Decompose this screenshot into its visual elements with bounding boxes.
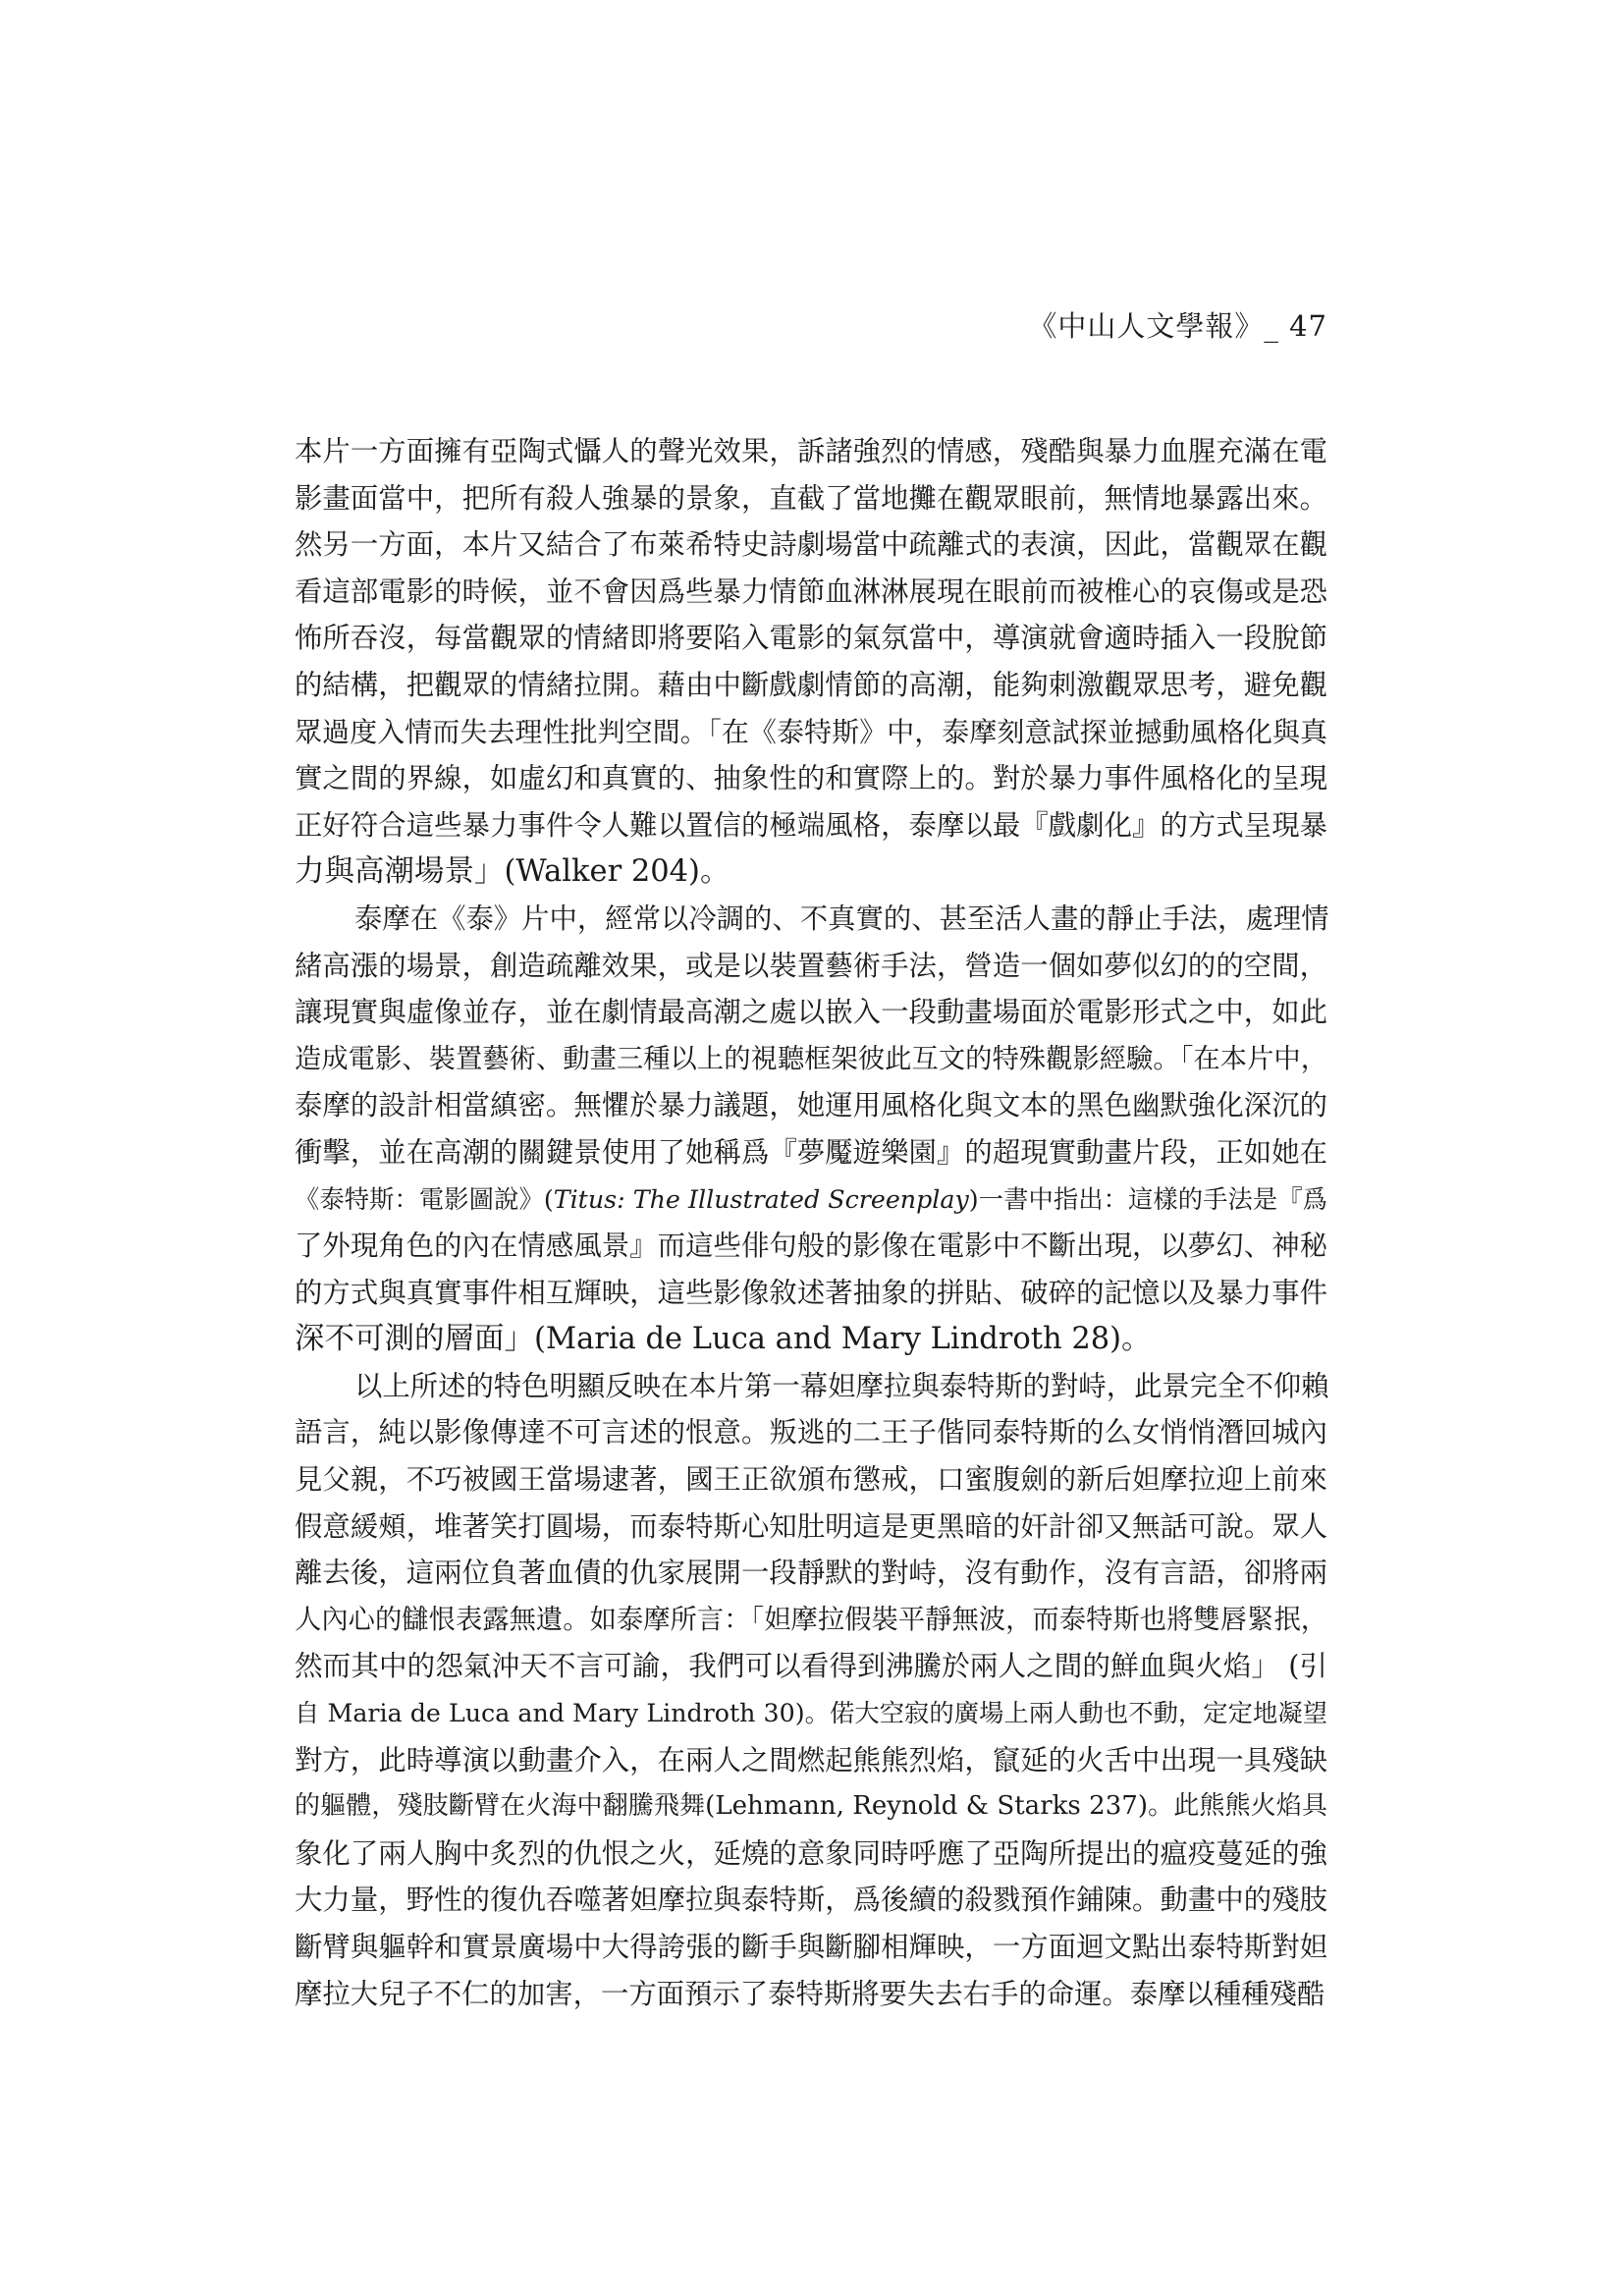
text-line: 力與高潮場景」(Walker 204)。 [295,854,730,890]
text-line: 看這部電影的時候，並不會因爲些暴力情節血淋淋展現在眼前而被椎心的哀傷或是恐 [295,574,1327,608]
text-line: 假意緩頰，堆著笑打圓場，而泰特斯心知肚明這是更黑暗的奸計卻又無話可說。眾人 [295,1509,1327,1543]
text-line: 然另一方面，本片又結合了布萊希特史詩劇場當中疏離式的表演，因此，當觀眾在觀 [295,528,1327,562]
text-line: 眾過度入情而失去理性批判空間。「在《泰特斯》中，泰摩刻意試探並撼動風格化與真 [295,715,1327,748]
text-line: 緒高漲的場景，創造疏離效果，或是以裝置藝術手法，營造一個如夢似幻的的空間， [295,949,1327,982]
text-line: 本片一方面擁有亞陶式懾人的聲光效果，訴諸強烈的情感，殘酷與暴力血腥充滿在電 [295,435,1327,467]
paragraph-2 [295,896,1327,1363]
text-line: 斷臂與軀幹和實景廣場中大得誇張的斷手與斷腳相輝映，一方面迴文點出泰特斯對妲 [295,1931,1327,1963]
text-line: 大力量，野性的復仇吞噬著妲摩拉與泰特斯，爲後續的殺戮預作鋪陳。動畫中的殘肢 [295,1884,1327,1917]
article-body [295,428,1327,2017]
text-line: 以上所述的特色明顯反映在本片第一幕妲摩拉與泰特斯的對峙，此景完全不仰賴 [354,1369,1329,1402]
text-line: 對方，此時導演以動畫介入，在兩人之間燃起熊熊烈焰，竄延的火舌中出現一具殘缺 [295,1743,1327,1777]
text-line: 泰摩的設計相當縝密。無懼於暴力議題，她運用風格化與文本的黑色幽默強化深沉的 [295,1089,1327,1122]
text-line: 自 Maria de Luca and Mary Lindroth 30)。偌大空寂的廣場上兩人動也不動，定定地凝望 [295,1699,1327,1728]
text-line: 的結構，把觀眾的情緒拉開。藉由中斷戲劇情節的高潮，能夠刺激觀眾思考，避免觀 [295,668,1327,701]
running-header: 《中山人文學報》_ 47 [1028,309,1327,343]
text-line: 見父親，不巧被國王當場逮著，國王正欲頒布懲戒，口蜜腹劍的新后妲摩拉迎上前來 [295,1463,1327,1497]
text-line: 了外現角色的內在情感風景』而這些俳句般的影像在電影中不斷出現，以夢幻、神秘 [295,1230,1327,1263]
text-line: 衝擊，並在高潮的關鍵景使用了她稱爲『夢魘遊樂園』的超現實動畫片段，正如她在 [295,1135,1327,1169]
text-line: 摩拉大兒子不仁的加害，一方面預示了泰特斯將要失去右手的命運。泰摩以種種殘酷 [295,1977,1325,2010]
text-line: 正好符合這些暴力事件令人難以置信的極端風格，泰摩以最『戲劇化』的方式呈現暴 [295,808,1327,842]
text-line: 象化了兩人胸中炙烈的仇恨之火，延燒的意象同時呼應了亞陶所提出的瘟疫蔓延的強 [295,1836,1327,1870]
text-line: 人內心的讎恨表露無遺。如泰摩所言：「妲摩拉假裝平靜無波，而泰特斯也將雙唇緊抿， [295,1604,1327,1635]
text-line: 讓現實與虛像並存，並在劇情最高潮之處以嵌入一段動畫場面於電影形式之中，如此 [295,996,1327,1029]
text-line: 的方式與真實事件相互輝映，這些影像敘述著抽象的拼貼、破碎的記憶以及暴力事件 [295,1276,1327,1309]
book-title-italic: Titus: The Illustrated Screenplay [553,1184,969,1214]
text-line: 離去後，這兩位負著血債的仇家展開一段靜默的對峙，沒有動作，沒有言語，卻將兩 [295,1557,1327,1590]
text-line: 《泰特斯：電影圖說》(Titus: The Illustrated Screenplay)一書中指出：這樣的手法是『爲 [295,1184,1327,1214]
text-line: 實之間的界線，如虛幻和真實的、抽象性的和實際上的。對於暴力事件風格化的呈現 [295,762,1327,795]
text-line: 怖所吞沒，每當觀眾的情緒即將要陷入電影的氣氛當中，導演就會適時插入一段脫節 [295,622,1327,655]
text-line: 的軀體，殘肢斷臂在火海中翻騰飛舞(Lehmann, Reynold & Starks 237)。此熊熊火焰具 [295,1791,1327,1822]
paragraph-3 [295,1363,1327,2017]
text-line: 影畫面當中，把所有殺人強暴的景象，直截了當地攤在觀眾眼前，無情地暴露出來。 [295,481,1327,515]
text-line: 泰摩在《泰》片中，經常以冷調的、不真實的、甚至活人畫的靜止手法，處理情 [354,902,1329,935]
text-line: 語言，純以影像傳達不可言述的恨意。叛逃的二王子偕同泰特斯的么女悄悄潛回城內 [295,1416,1327,1449]
text-line: 然而其中的怨氣沖天不言可諭，我們可以看得到沸騰於兩人之間的鮮血與火焰」 (引 [295,1649,1327,1683]
text-line: 造成電影、裝置藝術、動畫三種以上的視聽框架彼此互文的特殊觀影經驗。「在本片中， [295,1043,1327,1074]
paragraph-1 [295,428,1327,896]
text-line: 深不可測的層面」(Maria de Luca and Mary Lindroth 28)。 [295,1322,1152,1357]
